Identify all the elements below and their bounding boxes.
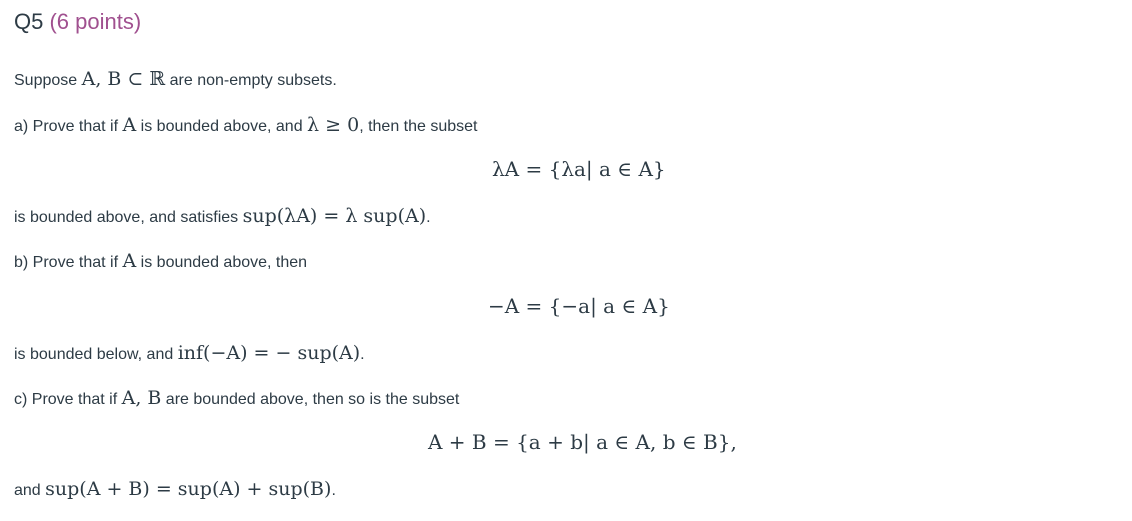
part-a-display-equation: λA = {λa| a ∈ A} bbox=[492, 157, 666, 181]
intro-paragraph bbox=[14, 68, 337, 92]
part-c-statement bbox=[14, 387, 459, 411]
part-a-text-1: a) Prove that if bbox=[14, 118, 123, 135]
question-points: (6 points) bbox=[49, 9, 142, 34]
question-header bbox=[14, 8, 1114, 36]
part-a-statement bbox=[14, 114, 478, 138]
intro-text-before: Suppose bbox=[14, 72, 82, 89]
part-a-math-1: A bbox=[122, 114, 137, 136]
part-c-conclusion-text: and bbox=[14, 482, 46, 499]
part-c-conclusion-period: . bbox=[331, 482, 336, 499]
question-container bbox=[14, 8, 1114, 500]
part-a-conclusion bbox=[14, 205, 431, 229]
part-b-conclusion-math: inf(−A) = − sup(A) bbox=[177, 342, 361, 364]
part-a-conclusion-math: sup(λA) = λ sup(A) bbox=[242, 205, 427, 227]
intro-math: A, B ⊂ ℝ bbox=[81, 68, 166, 90]
part-b-display-equation: −A = {−a| a ∈ A} bbox=[488, 294, 670, 318]
part-c-conclusion bbox=[14, 478, 336, 502]
part-a-text-2: is bounded above, and bbox=[136, 118, 308, 135]
part-c-text-1: c) Prove that if bbox=[14, 391, 122, 408]
part-b-statement bbox=[14, 250, 307, 274]
part-b-math: A bbox=[122, 250, 137, 272]
part-c-display-equation: A + B = {a + b| a ∈ A, b ∈ B}, bbox=[428, 430, 737, 454]
part-a-conclusion-period: . bbox=[426, 209, 431, 226]
part-b-conclusion-text: is bounded below, and bbox=[14, 346, 178, 363]
part-b-conclusion bbox=[14, 342, 365, 366]
part-c-math: A, B bbox=[121, 387, 162, 409]
part-c-text-2: are bounded above, then so is the subset bbox=[161, 391, 460, 408]
part-b-text-1: b) Prove that if bbox=[14, 254, 123, 271]
part-b-text-2: is bounded above, then bbox=[136, 254, 308, 271]
part-a-math-2: λ ≥ 0 bbox=[307, 114, 360, 136]
part-a-text-3: , then the subset bbox=[359, 118, 478, 135]
part-a-conclusion-text: is bounded above, and satisfies bbox=[14, 209, 243, 226]
part-b-conclusion-period: . bbox=[360, 346, 365, 363]
question-number: Q5 bbox=[14, 9, 44, 34]
intro-text-after: are non-empty subsets. bbox=[165, 72, 337, 89]
part-c-conclusion-math: sup(A + B) = sup(A) + sup(B) bbox=[45, 478, 332, 500]
